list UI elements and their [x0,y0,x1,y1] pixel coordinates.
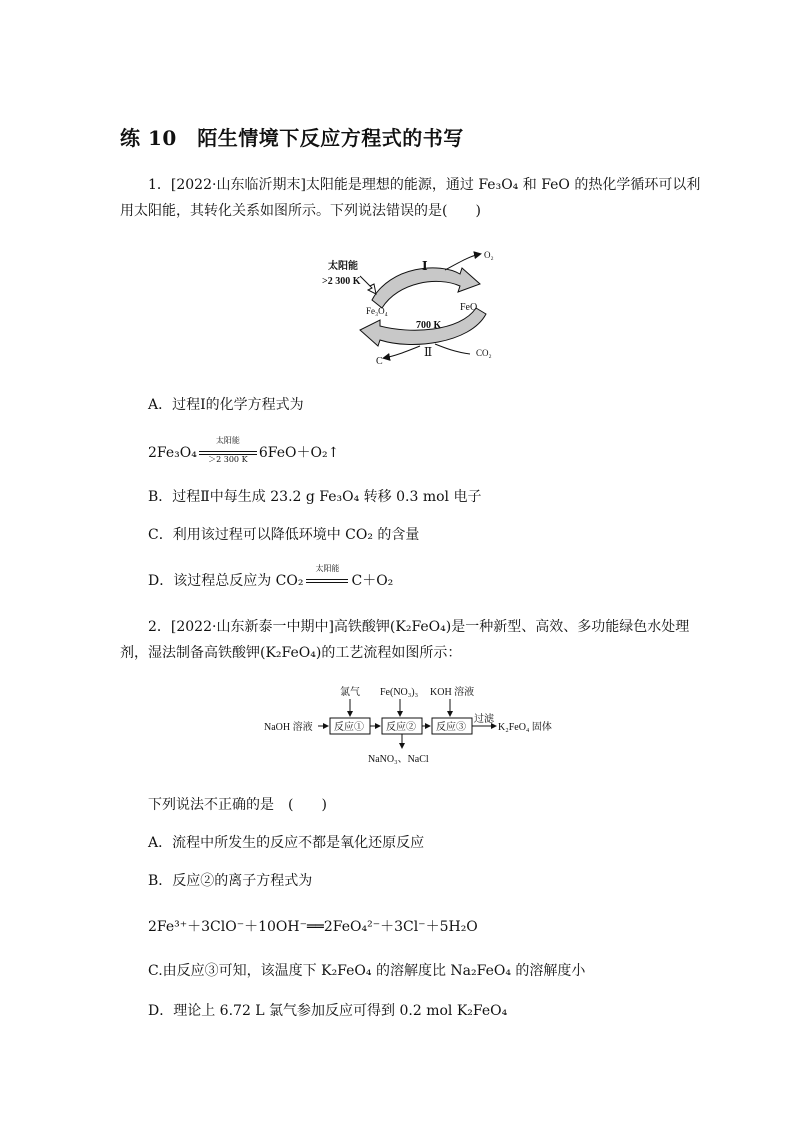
eq-d-condition [305,564,349,588]
co2-label: CO₂ [476,348,492,358]
eq-a-cond-bottom: ＞2 300 K [208,455,248,464]
product-label: K₂FeO₄ 固体 [498,722,552,733]
c-arrow [384,346,420,358]
start-naoh: NaOH 溶液 [264,722,313,733]
eq-a-condition [197,436,259,464]
q2-ionic-equation: 2Fe³⁺＋3ClO⁻＋10OH⁻══2FeO₄²⁻＋3Cl⁻＋5H₂O [148,919,478,935]
o2-label: O₂ [484,250,494,260]
input-chlorine: 氯气 [340,687,360,698]
eq-d-equals [306,579,348,583]
fe3o4-label: Fe₃O₄ [366,306,388,316]
eq-d-cond-top: 太阳能 [315,564,340,573]
q2-option-d: D．理论上 6.72 L 氯气参加反应可得到 0.2 mol K₂FeO₄ [148,1003,508,1019]
input-ironnitrate: Fe(NO₃)₃ [380,687,419,698]
filter-label: 过滤 [474,714,494,725]
q1-option-b: B．过程Ⅱ中每生成 23.2 g Fe₃O₄ 转移 0.3 mol 电子 [148,489,482,505]
co2-arrow [435,344,470,354]
input-koh: KOH 溶液 [430,687,475,698]
reaction-3-label: 反应③ [436,722,466,733]
eq-a-right: 6FeO＋O₂↑ [258,445,340,461]
step-2-label: Ⅱ [424,345,433,359]
q1-stem-line2: 用太阳能，其转化关系如图所示。下列说法错误的是( ) [120,203,481,219]
q2-option-c: C.由反应③可知，该温度下 K₂FeO₄ 的溶解度比 Na₂FeO₄ 的溶解度小 [148,963,586,979]
q1-cycle-diagram [310,248,510,373]
eq-d-right: C＋O₂ [351,573,394,589]
q2-prompt: 下列说法不正确的是 ( ) [148,797,327,813]
q1-option-c: C．利用该过程可以降低环境中 CO₂ 的含量 [148,527,420,543]
feo-label: FeO [460,302,478,313]
c-label: C [376,356,383,367]
byproduct-label: NaNO₃、NaCl [368,754,429,765]
reaction-1-label: 反应① [334,722,364,733]
q1-stem-line1: 1．[2022·山东临沂期末]太阳能是理想的能源，通过 Fe₃O₄ 和 FeO 的热化学循环可以利 [148,177,701,193]
page-title: 练 10 陌生情境下反应方程式的书写 [120,126,464,150]
q1-option-a: A．过程Ⅰ的化学方程式为 [148,397,304,413]
reaction-2-label: 反应② [386,722,416,733]
q2-option-a: A．流程中所发生的反应不都是氧化还原反应 [148,835,425,851]
step-1-label: Ⅰ [422,259,428,273]
sun-label-1: 太阳能 [328,261,358,272]
o2-arrow [445,254,480,270]
sun-arrow [360,276,376,294]
q2-option-b: B．反应②的离子方程式为 [148,873,313,889]
q2-stem-line2: 剂，湿法制备高铁酸钾(K₂FeO₄)的工艺流程如图所示： [120,645,462,661]
temp-700-label: 700 K [416,320,442,331]
q1-option-d [148,564,394,589]
eq-a-left: 2Fe₃O₄ [148,445,197,461]
eq-a-cond-top: 太阳能 [215,436,240,445]
q2-process-flow [262,682,562,772]
eq-d-left: D．该过程总反应为 CO₂ [148,573,304,589]
q1-option-a-equation [148,436,340,464]
sun-label-2: >2 300 K [322,276,361,287]
q2-stem-line1: 2．[2022·山东新泰一中期中]高铁酸钾(K₂FeO₄)是一种新型、高效、多功能绿色水处理 [148,619,690,635]
